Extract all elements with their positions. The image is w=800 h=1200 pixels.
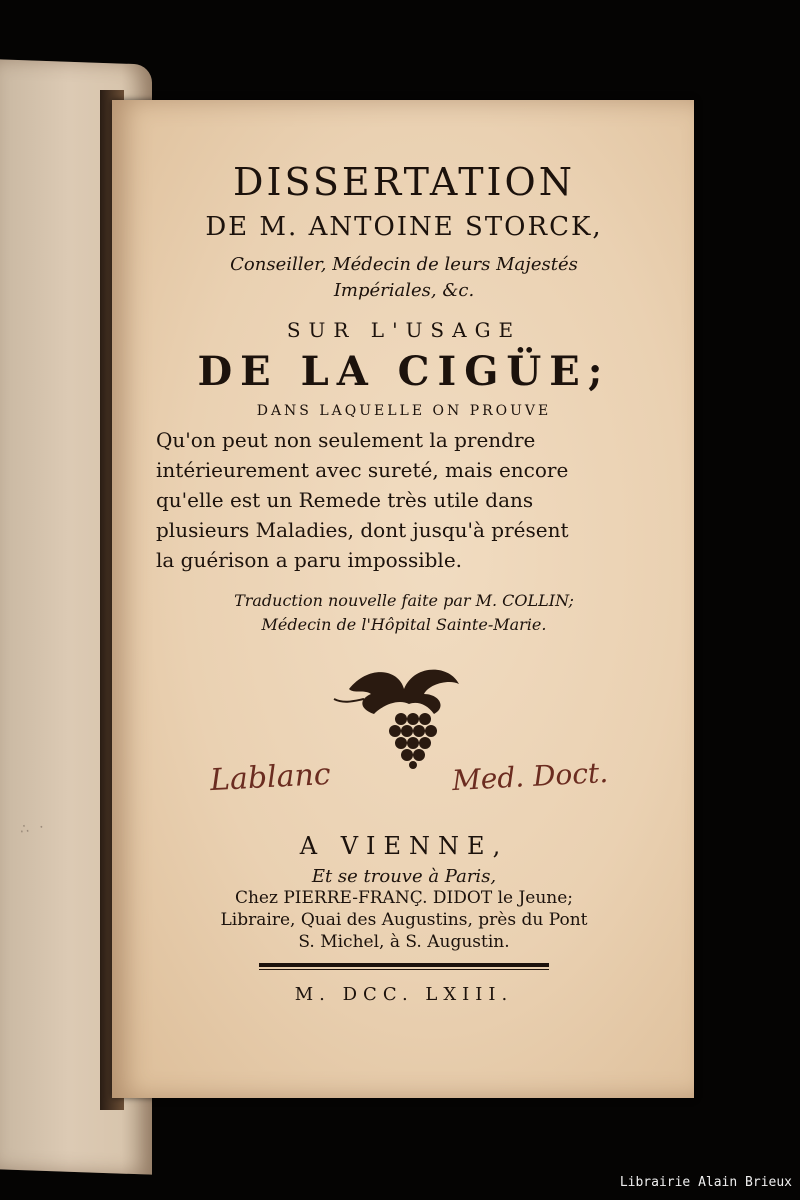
imprint-line-3: S. Michel, à S. Augustin. <box>298 932 510 952</box>
description-line: Qu'on peut non seulement la prendre <box>156 428 536 452</box>
author-title-1: Conseiller, Médecin de leurs Majestés <box>230 254 578 275</box>
description-line: la guérison a paru impossible. <box>156 548 463 572</box>
description <box>130 425 656 575</box>
faded-mark: ∴ · <box>19 819 48 838</box>
description-line: qu'elle est un Remede très utile dans <box>156 488 534 512</box>
translation-credit <box>130 589 678 637</box>
publication-year: M. DCC. LXIII. <box>294 984 514 1005</box>
subject-line-1: SUR L'USAGE <box>286 318 522 342</box>
imprint-line-2: Libraire, Quai des Augustins, près du Pont <box>220 910 588 930</box>
book-title: DISSERTATION <box>233 160 575 204</box>
double-rule <box>259 963 549 967</box>
imprint-line-1: Chez PIERRE-FRANÇ. DIDOT le Jeune; <box>234 888 574 908</box>
subject-line-2: DE LA CIGÜE; <box>197 348 611 395</box>
handwritten-title: Med. Doct. <box>451 755 609 798</box>
author-line: DE M. ANTOINE STORCK, <box>205 212 603 242</box>
title-page-text <box>130 160 678 769</box>
subtitle: DANS LAQUELLE ON PROUVE <box>256 403 552 419</box>
credit-line-2: Médecin de l'Hôpital Sainte-Marie. <box>261 615 547 634</box>
grape-vine-ornament-icon <box>329 659 479 769</box>
watermark: Librairie Alain Brieux <box>619 1175 792 1190</box>
imprint-city: A VIENNE, <box>299 832 509 860</box>
description-line: intérieurement avec sureté, mais encore <box>156 458 569 482</box>
author-title-2: Impériales, &c. <box>333 280 475 301</box>
description-line: plusieurs Maladies, dont jusqu'à présent <box>156 518 569 542</box>
imprint <box>130 832 678 1005</box>
handwritten-name: Lablanc <box>209 756 332 799</box>
credit-line-1: Traduction nouvelle faite par M. COLLIN; <box>234 591 574 610</box>
rule-thin <box>259 969 549 970</box>
imprint-sub: Et se trouve à Paris, <box>311 866 497 887</box>
